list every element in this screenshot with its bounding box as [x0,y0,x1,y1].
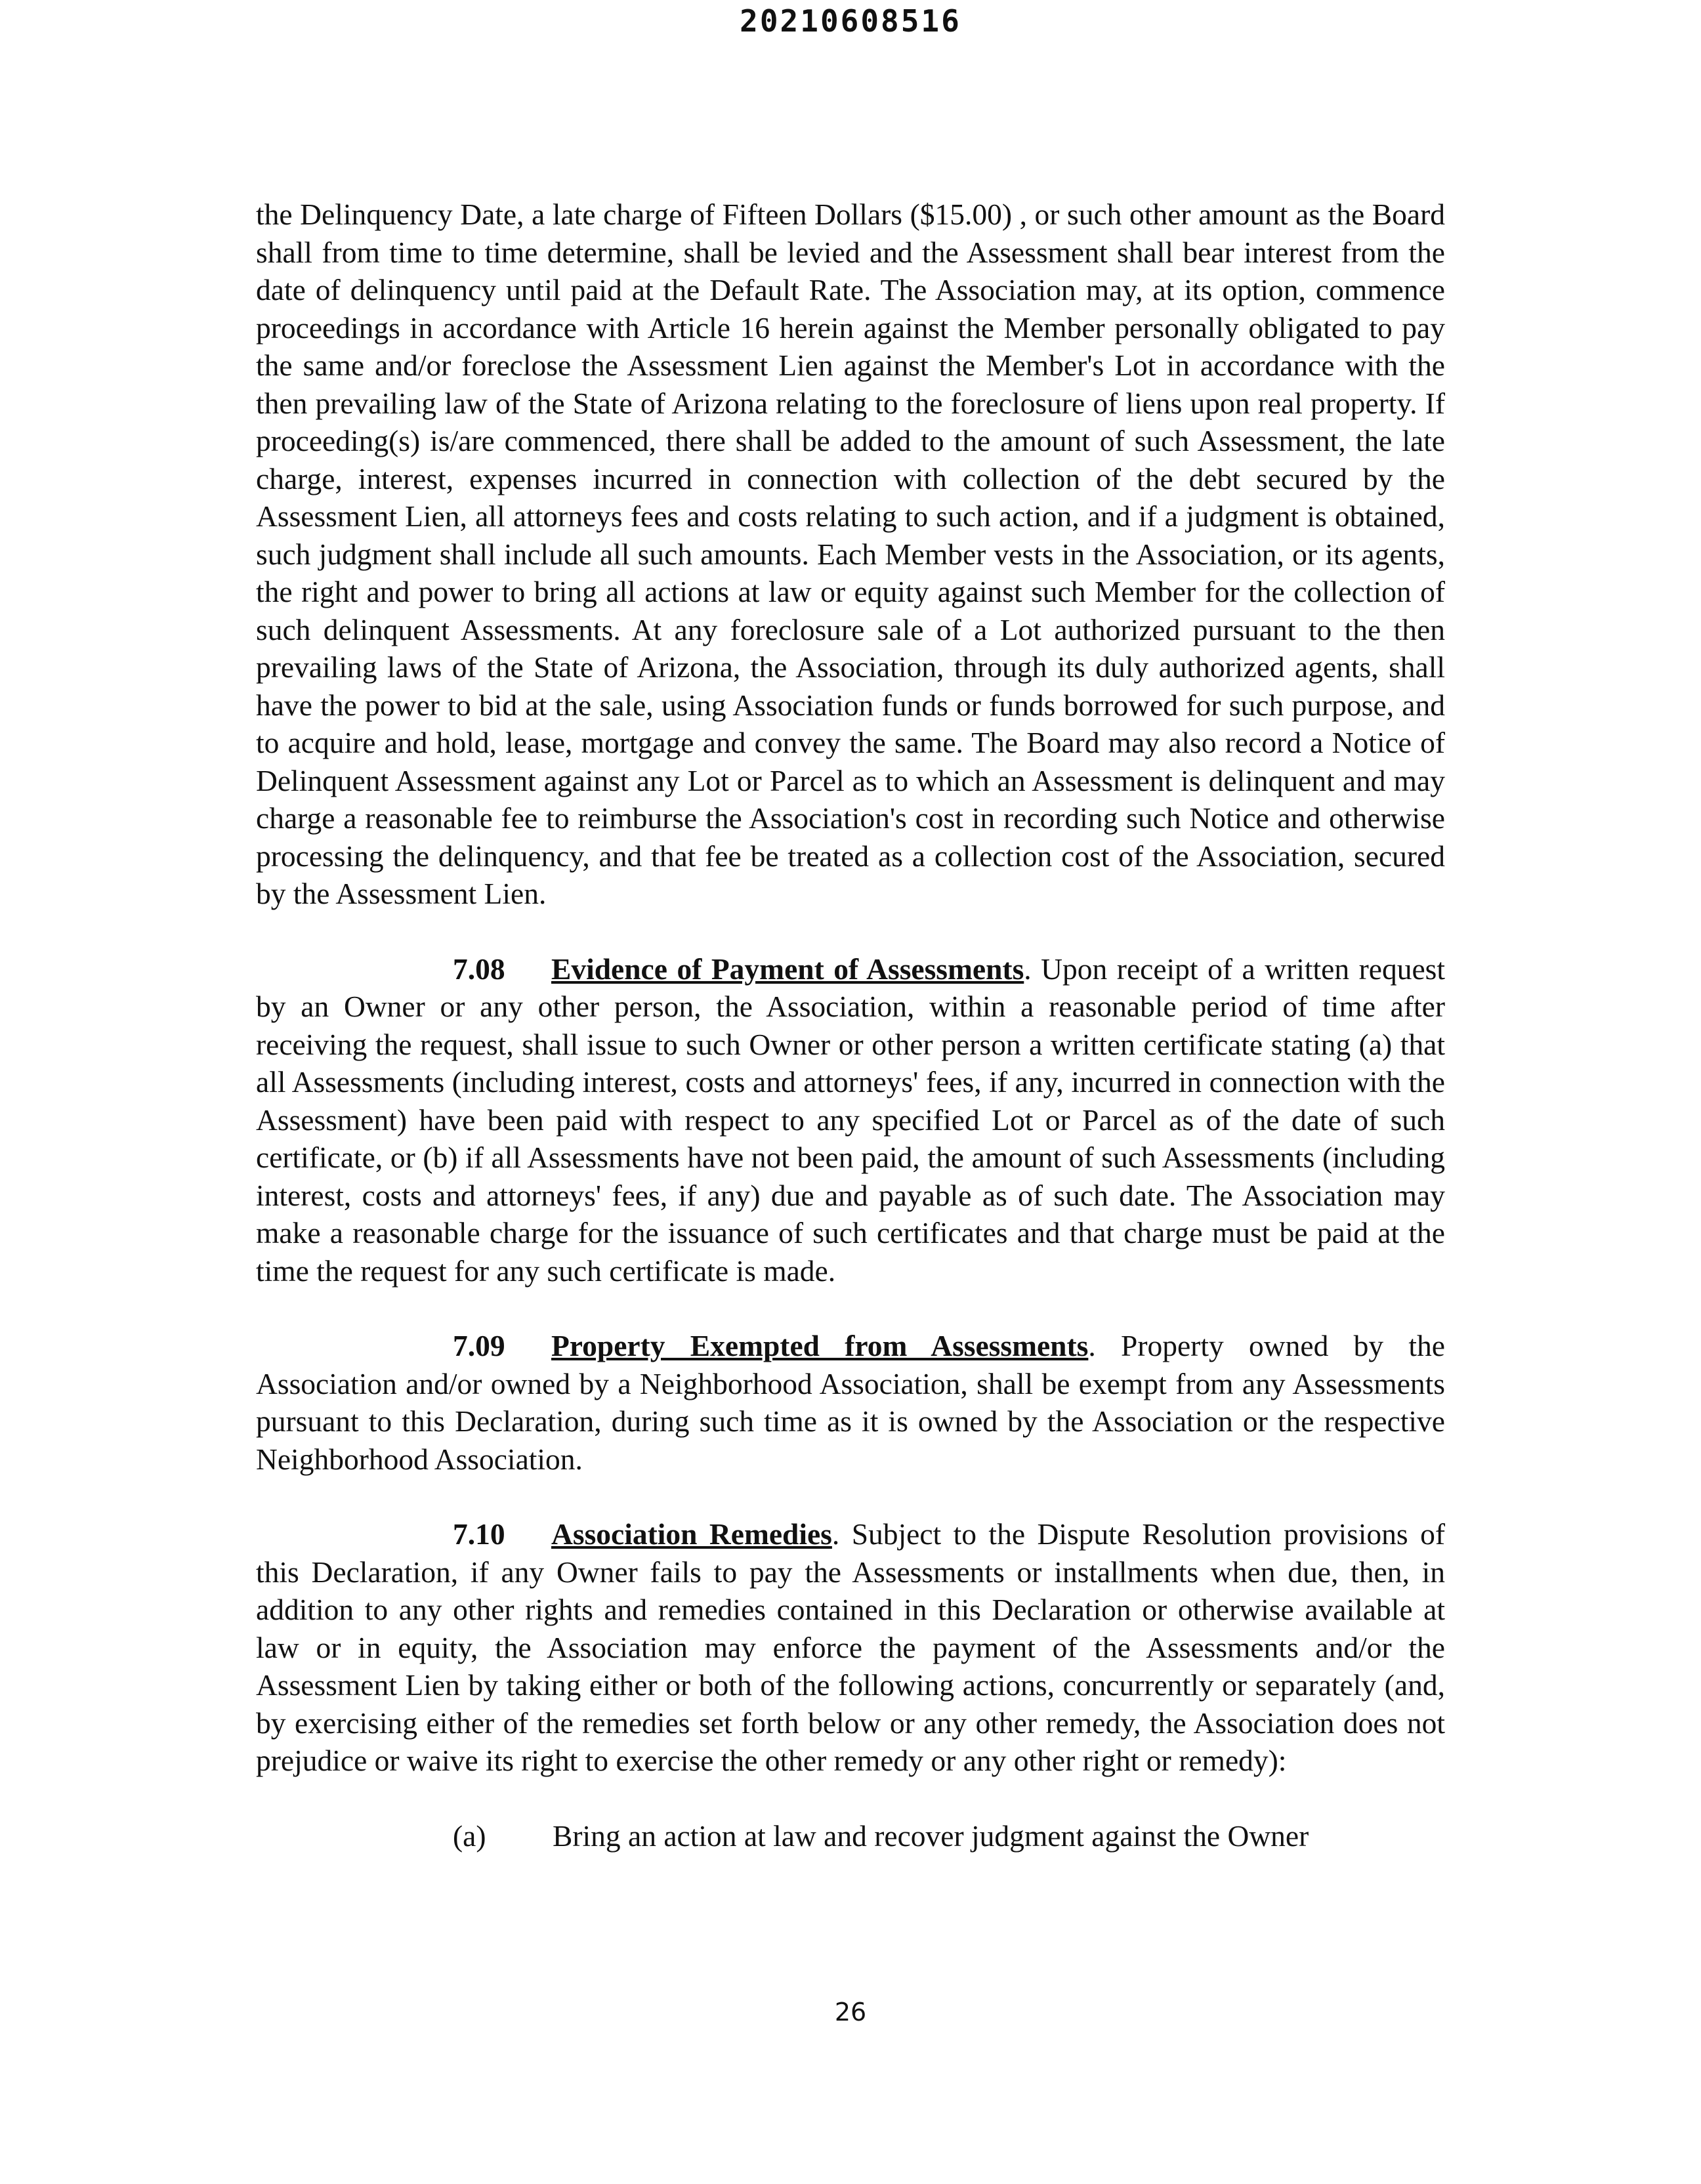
sub-item-label: (a) [453,1818,486,1853]
section-title: Evidence of Payment of Assessments [551,952,1024,986]
section-number: 7.08 [453,952,505,986]
section-7-09 [256,1327,1445,1478]
section-number: 7.09 [453,1329,505,1362]
section-title: Property Exempted from Assessments [551,1329,1089,1362]
paragraph-continuation: the Delinquency Date, a late charge of Fifteen Dollars ($15.00) , or such other amount as the Board shall from time to time determine, shall be levied and the Assessment shall bear interest from the date of delinquency until paid at the Default Rate. The Association may, at its option, commence proceedings in accordance with Article 16 herein against the Member personally obligated to pay the same and/or foreclose the Assessment Lien against the Member's Lot in accordance with the then prevailing law of the State of Arizona relating to the foreclosure of liens upon real property. If proceeding(s) is/are commenced, there shall be added to the amount of such Assessment, the late charge, interest, expenses incurred in connection with collection of the debt secured by the Assessment Lien, all attorneys fees and costs relating to such action, and if a judgment is obtained, such judgment shall include all such amounts. Each Member vests in the Association, or its agents, the right and power to bring all actions at law or equity against such Member for the collection of such delinquent Assessments. At any foreclosure sale of a Lot authorized pursuant to the then prevailing laws of the State of Arizona, the Association, through its duly authorized agents, shall have the power to bid at the sale, using Association funds or funds borrowed for such purpose, and to acquire and hold, lease, mortgage and convey the same. The Board may also record a Notice of Delinquent Assessment against any Lot or Parcel as to which an Assessment is delinquent and may charge a reasonable fee to reimburse the Association's cost in recording such Notice and otherwise processing the delinquency, and that fee be treated as a collection cost of the Association, secured by the Assessment Lien. [256,198,1445,910]
section-text: . Upon receipt of a written request by an Owner or any other person, the Association, within a reasonable period of time after receiving the request, shall issue to such Owner or other person a written certificate stating (a) that all Assessments (including interest, costs and attorneys' fees, if any, incurred in connection with the Assessment) have been paid with respect to any specified Lot or Parcel as of the date of such certificate, or (b) if all Assessments have not been paid, the amount of such Assessments (including interest, costs and attorneys' fees, if any) due and payable as of such date. The Association may make a reasonable charge for the issuance of such certificates and that charge must be paid at the time the request for any such certificate is made. [256,952,1445,1288]
section-7-08 [256,950,1445,1290]
section-number: 7.10 [453,1517,505,1551]
document-number: 20210608516 [740,3,961,39]
page-number: 26 [834,1998,867,2026]
section-7-10 [256,1515,1445,1780]
sub-item-a [256,1817,1445,1855]
sub-item-text: Bring an action at law and recover judgment against the Owner [553,1818,1309,1853]
section-text: . Subject to the Dispute Resolution provisions of this Declaration, if any Owner fails to pay the Assessments or installments when due, then, in addition to any other rights and remedies contained in this Declaration or otherwise available at law or in equity, the Association may enforce the payment of the Assessments and/or the Assessment Lien by taking either or both of the following actions, concurrently or separately (and, by exercising either of the remedies set forth below or any other remedy, the Association does not prejudice or waive its right to exercise the other remedy or any other right or remedy): [256,1517,1445,1777]
document-body [256,196,1445,1855]
section-title: Association Remedies [551,1517,832,1551]
section-text: . Property owned by the Association and/or owned by a Neighborhood Association, shall be exempt from any Assessments pursuant to this Declaration, during such time as it is owned by the Association or the respective Neighborhood Association. [256,1329,1445,1476]
